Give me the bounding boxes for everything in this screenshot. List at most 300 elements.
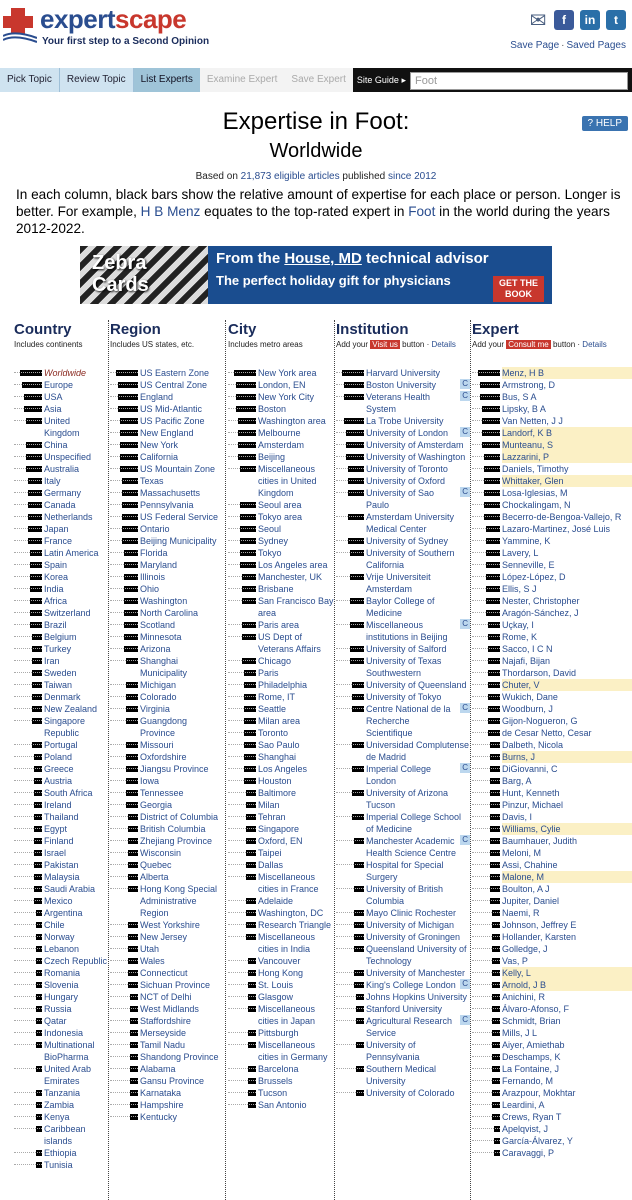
expert-name[interactable]: Arazpour, Mokhtar [502, 1088, 576, 1098]
region-list-item[interactable] [110, 1075, 224, 1087]
region-name[interactable]: Missouri [140, 740, 174, 750]
country-name[interactable]: Australia [44, 464, 80, 474]
institution-name[interactable]: University of Sydney [366, 536, 449, 546]
country-list-item[interactable] [14, 607, 108, 619]
institution-name[interactable]: Imperial College School of Medicine [366, 812, 462, 834]
institution-list-item[interactable] [336, 787, 470, 811]
region-list-item[interactable] [110, 439, 224, 451]
region-list-item[interactable] [110, 1039, 224, 1051]
region-name[interactable]: Hong Kong Special Administrative Region [140, 884, 218, 918]
region-list-item[interactable] [110, 823, 224, 835]
region-list-item[interactable] [110, 1027, 224, 1039]
expert-name[interactable]: Johnson, Jeffrey E [502, 920, 577, 930]
city-list-item[interactable] [228, 1027, 334, 1039]
expert-name[interactable]: Chuter, V [502, 679, 632, 691]
institution-list-item[interactable] [336, 487, 470, 511]
country-list-item[interactable] [14, 523, 108, 535]
country-list-item[interactable] [14, 463, 108, 475]
city-list-item[interactable] [228, 979, 334, 991]
country-name[interactable]: Taiwan [44, 680, 73, 690]
city-list-item[interactable] [228, 379, 334, 391]
region-list-item[interactable] [110, 991, 224, 1003]
expert-name[interactable]: Arnold, J B [502, 979, 632, 991]
city-name[interactable]: Boston [258, 404, 287, 414]
expert-name[interactable]: Senneville, E [502, 560, 555, 570]
institution-list-item[interactable] [336, 1087, 470, 1099]
expert-name[interactable]: Whittaker, Glen [502, 475, 632, 487]
country-list-item[interactable] [14, 1015, 108, 1027]
region-list-item[interactable] [110, 1099, 224, 1111]
expert-list-item[interactable] [472, 643, 632, 655]
region-name[interactable]: North Carolina [140, 608, 199, 618]
expert-list-item[interactable] [472, 379, 632, 391]
region-list-item[interactable] [110, 1051, 224, 1063]
city-list-item[interactable] [228, 763, 334, 775]
institution-name[interactable]: Imperial College London [366, 764, 432, 786]
region-name[interactable]: Washington [140, 596, 188, 606]
country-list-item[interactable] [14, 391, 108, 403]
expert-list-item[interactable] [472, 439, 632, 451]
region-name[interactable]: Texas [140, 476, 164, 486]
city-list-item[interactable] [228, 787, 334, 799]
country-name[interactable]: Finland [44, 836, 74, 846]
region-list-item[interactable] [110, 655, 224, 679]
expert-name[interactable]: Landorf, K B [502, 427, 632, 439]
institution-name[interactable]: University of Groningen [366, 932, 461, 942]
region-list-item[interactable] [110, 559, 224, 571]
region-list-item[interactable] [110, 931, 224, 943]
expert-name[interactable]: Davis, I [502, 812, 533, 822]
region-name[interactable]: Ontario [140, 524, 170, 534]
country-list-item[interactable] [14, 823, 108, 835]
institution-list-item[interactable] [336, 1003, 470, 1015]
expert-list-item[interactable] [472, 403, 632, 415]
city-name[interactable]: Barcelona [258, 1064, 299, 1074]
top-expert-link[interactable]: H B Menz [140, 204, 201, 219]
city-name[interactable]: Los Angeles [258, 764, 308, 774]
country-list-item[interactable] [14, 559, 108, 571]
city-list-item[interactable] [228, 1003, 334, 1027]
city-list-item[interactable] [228, 571, 334, 583]
expert-list-item[interactable] [472, 571, 632, 583]
consult-badge-icon[interactable]: C [462, 427, 468, 436]
region-name[interactable]: New York [140, 440, 179, 450]
country-list-item[interactable] [14, 883, 108, 895]
country-name[interactable]: Singapore Republic [44, 716, 86, 738]
topic-link[interactable]: Foot [408, 204, 436, 219]
region-list-item[interactable] [110, 799, 224, 811]
region-list-item[interactable] [110, 1111, 224, 1123]
expert-list-item[interactable] [472, 1027, 632, 1039]
region-list-item[interactable] [110, 763, 224, 775]
expert-list-item[interactable] [472, 1063, 632, 1075]
institution-name[interactable]: Stanford University [366, 1004, 443, 1014]
twitter-icon[interactable]: t [606, 10, 626, 30]
city-list-item[interactable] [228, 415, 334, 427]
region-name[interactable]: Alberta [140, 872, 169, 882]
expert-name[interactable]: Williams, Cylie [502, 823, 632, 835]
region-list-item[interactable] [110, 1087, 224, 1099]
city-name[interactable]: Washington area [258, 416, 326, 426]
expert-name[interactable]: Nester, Christopher [502, 596, 580, 606]
country-name[interactable]: Tanzania [44, 1088, 81, 1098]
country-name[interactable]: Denmark [44, 692, 81, 702]
country-list-item[interactable] [14, 547, 108, 559]
institution-name[interactable]: University of Tokyo [366, 692, 442, 702]
institution-list-item[interactable] [336, 427, 470, 439]
region-name[interactable]: Gansu Province [140, 1076, 205, 1086]
region-name[interactable]: Tennessee [140, 788, 184, 798]
expert-list-item[interactable] [472, 991, 632, 1003]
country-name[interactable]: United Kingdom [44, 416, 80, 438]
region-name[interactable]: US Eastern Zone [140, 368, 210, 378]
region-list-item[interactable] [110, 595, 224, 607]
country-list-item[interactable] [14, 379, 108, 391]
country-list-item[interactable] [14, 763, 108, 775]
region-name[interactable]: Kentucky [140, 1112, 178, 1122]
region-list-item[interactable] [110, 679, 224, 691]
city-list-item[interactable] [228, 751, 334, 763]
institution-name[interactable]: Baylor College of Medicine [366, 596, 435, 618]
region-list-item[interactable] [110, 943, 224, 955]
tab-list-experts[interactable]: List Experts [134, 68, 200, 92]
region-name[interactable]: US Mountain Zone [140, 464, 216, 474]
region-name[interactable]: Zhejiang Province [140, 836, 213, 846]
expert-name[interactable]: Pinzur, Michael [502, 800, 564, 810]
city-list-item[interactable] [228, 511, 334, 523]
city-list-item[interactable] [228, 715, 334, 727]
expert-list-item[interactable] [472, 883, 632, 895]
institution-name[interactable]: University of Toronto [366, 464, 448, 474]
country-name[interactable]: Africa [44, 596, 68, 606]
expert-name[interactable]: Hunt, Kenneth [502, 788, 560, 798]
institution-list-item[interactable] [336, 391, 470, 415]
city-list-item[interactable] [228, 1087, 334, 1099]
expert-name[interactable]: Malone, M [502, 871, 632, 883]
expert-list-item[interactable] [472, 595, 632, 607]
city-list-item[interactable] [228, 931, 334, 955]
site-guide-link[interactable]: Site Guide ▸ [353, 68, 410, 92]
city-name[interactable]: Milan area [258, 716, 301, 726]
region-list-item[interactable] [110, 511, 224, 523]
city-list-item[interactable] [228, 907, 334, 919]
country-name[interactable]: Worldwide [44, 368, 87, 378]
region-name[interactable]: Colorado [140, 692, 177, 702]
expert-list-item[interactable] [472, 535, 632, 547]
expert-list-item[interactable] [472, 499, 632, 511]
country-name[interactable]: Thailand [44, 812, 79, 822]
institution-name[interactable]: University of Washington [366, 452, 466, 462]
country-list-item[interactable] [14, 619, 108, 631]
region-name[interactable]: Arizona [140, 644, 171, 654]
country-name[interactable]: United Arab Emirates [44, 1064, 92, 1086]
city-name[interactable]: Tokyo [258, 548, 282, 558]
city-name[interactable]: Miscellaneous cities in Japan [258, 1004, 316, 1026]
expert-list-item[interactable] [472, 931, 632, 943]
expert-list-item[interactable] [472, 1123, 632, 1135]
linkedin-icon[interactable]: in [580, 10, 600, 30]
expert-list-item[interactable] [472, 463, 632, 475]
region-name[interactable]: Ohio [140, 584, 160, 594]
facebook-icon[interactable]: f [554, 10, 574, 30]
expert-list-item[interactable] [472, 583, 632, 595]
country-name[interactable]: Mexico [44, 896, 73, 906]
city-name[interactable]: Seoul [258, 524, 282, 534]
city-name[interactable]: New York City [258, 392, 315, 402]
institution-list-item[interactable] [336, 679, 470, 691]
institution-list-item[interactable] [336, 451, 470, 463]
country-name[interactable]: Tunisia [44, 1160, 73, 1170]
city-list-item[interactable] [228, 691, 334, 703]
city-list-item[interactable] [228, 559, 334, 571]
country-name[interactable]: Latin America [44, 548, 99, 558]
expert-name[interactable]: Najafi, Bijan [502, 656, 551, 666]
expert-list-item[interactable] [472, 1147, 632, 1159]
expert-list-item[interactable] [472, 1087, 632, 1099]
country-list-item[interactable] [14, 787, 108, 799]
expert-name[interactable]: Crews, Ryan T [502, 1112, 562, 1122]
country-name[interactable]: Slovenia [44, 980, 79, 990]
expert-name[interactable]: Yammine, K [502, 536, 551, 546]
expert-list-item[interactable] [472, 895, 632, 907]
city-list-item[interactable] [228, 799, 334, 811]
region-name[interactable]: New Jersey [140, 932, 188, 942]
expert-list-item[interactable] [472, 631, 632, 643]
consult-badge-icon[interactable]: C [462, 763, 468, 772]
country-name[interactable]: Korea [44, 572, 69, 582]
expert-name[interactable]: Naemi, R [502, 908, 540, 918]
country-list-item[interactable] [14, 487, 108, 499]
region-name[interactable]: Merseyside [140, 1028, 187, 1038]
institution-name[interactable]: Universidad Complutense de Madrid [366, 740, 470, 762]
country-name[interactable]: France [44, 536, 73, 546]
city-name[interactable]: Miscellaneous cities in India [258, 932, 316, 954]
country-list-item[interactable] [14, 499, 108, 511]
institution-list-item[interactable] [336, 1015, 470, 1039]
institution-list-item[interactable] [336, 811, 470, 835]
expert-name[interactable]: Meloni, M [502, 848, 542, 858]
eligible-articles-link[interactable]: 21,873 eligible articles [240, 171, 340, 182]
city-name[interactable]: Research Triangle [258, 920, 332, 930]
institution-name[interactable]: University of Sao Paulo [366, 488, 435, 510]
region-list-item[interactable] [110, 811, 224, 823]
country-list-item[interactable] [14, 403, 108, 415]
expertscape-logo[interactable]: expertscape [40, 4, 187, 34]
country-name[interactable]: Multinational BioPharma [44, 1040, 95, 1062]
expert-list-item[interactable] [472, 1099, 632, 1111]
city-list-item[interactable] [228, 667, 334, 679]
city-list-item[interactable] [228, 823, 334, 835]
expert-name[interactable]: Woodburn, J [502, 704, 553, 714]
region-name[interactable]: Illinois [140, 572, 166, 582]
expert-list-item[interactable] [472, 475, 632, 487]
city-list-item[interactable] [228, 1039, 334, 1063]
city-name[interactable]: Miscellaneous cities in Germany [258, 1040, 328, 1062]
city-name[interactable]: Manchester, UK [258, 572, 323, 582]
consult-me-sample-button[interactable]: Consult me [508, 340, 549, 349]
expert-list-item[interactable] [472, 451, 632, 463]
region-list-item[interactable] [110, 775, 224, 787]
expert-name[interactable]: Chockalingam, N [502, 500, 571, 510]
city-list-item[interactable] [228, 619, 334, 631]
region-name[interactable]: British Columbia [140, 824, 206, 834]
city-name[interactable]: Shanghai [258, 752, 297, 762]
institution-name[interactable]: University of Pennsylvania [366, 1040, 420, 1062]
expert-name[interactable]: Losa-Iglesias, M [502, 488, 568, 498]
city-name[interactable]: San Francisco Bay area [258, 596, 334, 618]
institution-name[interactable]: University of Arizona Tucson [366, 788, 449, 810]
city-name[interactable]: Tehran [258, 812, 286, 822]
expert-name[interactable]: Bus, S A [502, 392, 537, 402]
region-list-item[interactable] [110, 1063, 224, 1075]
email-icon[interactable]: ✉ [529, 9, 547, 32]
city-name[interactable]: Baltimore [258, 788, 297, 798]
country-name[interactable]: Canada [44, 500, 76, 510]
region-name[interactable]: Utah [140, 944, 160, 954]
city-list-item[interactable] [228, 811, 334, 823]
country-name[interactable]: Belgium [44, 632, 77, 642]
institution-name[interactable]: University of British Columbia [366, 884, 444, 906]
expert-list-item[interactable] [472, 907, 632, 919]
region-name[interactable]: New England [140, 428, 194, 438]
expert-list-item[interactable] [472, 1039, 632, 1051]
country-list-item[interactable] [14, 967, 108, 979]
institution-list-item[interactable] [336, 919, 470, 931]
region-name[interactable]: Karnataka [140, 1088, 182, 1098]
country-name[interactable]: China [44, 440, 68, 450]
country-list-item[interactable] [14, 679, 108, 691]
expert-name[interactable]: Leardini, A [502, 1100, 545, 1110]
city-list-item[interactable] [228, 391, 334, 403]
city-name[interactable]: Seoul area [258, 500, 302, 510]
institution-list-item[interactable] [336, 547, 470, 571]
consult-badge-icon[interactable]: C [462, 487, 468, 496]
expert-name[interactable]: Boulton, A J [502, 884, 550, 894]
region-list-item[interactable] [110, 1015, 224, 1027]
expert-name[interactable]: Jupiter, Daniel [502, 896, 560, 906]
country-list-item[interactable] [14, 835, 108, 847]
country-name[interactable]: Portugal [44, 740, 78, 750]
expert-list-item[interactable] [472, 955, 632, 967]
country-list-item[interactable] [14, 775, 108, 787]
country-list-item[interactable] [14, 1147, 108, 1159]
expert-name[interactable]: Deschamps, K [502, 1052, 561, 1062]
institution-name[interactable]: University of London [366, 428, 449, 438]
city-name[interactable]: Toronto [258, 728, 289, 738]
region-name[interactable]: Sichuan Province [140, 980, 211, 990]
city-name[interactable]: Seattle [258, 704, 287, 714]
region-name[interactable]: District of Columbia [140, 812, 219, 822]
country-list-item[interactable] [14, 535, 108, 547]
country-name[interactable]: Qatar [44, 1016, 67, 1026]
tab-pick-topic[interactable]: Pick Topic [0, 68, 60, 92]
city-name[interactable]: San Antonio [258, 1100, 307, 1110]
city-name[interactable]: Los Angeles area [258, 560, 328, 570]
institution-list-item[interactable] [336, 571, 470, 595]
region-name[interactable]: Oxfordshire [140, 752, 187, 762]
region-name[interactable]: Shanghai Municipality [140, 656, 188, 678]
city-list-item[interactable] [228, 991, 334, 1003]
expert-list-item[interactable] [472, 391, 632, 403]
city-name[interactable]: Sydney [258, 536, 289, 546]
country-name[interactable]: Kenya [44, 1112, 70, 1122]
country-list-item[interactable] [14, 1099, 108, 1111]
country-name[interactable]: Ireland [44, 800, 72, 810]
institution-list-item[interactable] [336, 595, 470, 619]
region-name[interactable]: California [140, 452, 179, 462]
region-name[interactable]: Staffordshire [140, 1016, 191, 1026]
city-name[interactable]: Miscellaneous cities in United Kingdom [258, 464, 317, 498]
country-name[interactable]: Pakistan [44, 860, 79, 870]
city-name[interactable]: Beijing [258, 452, 286, 462]
country-name[interactable]: Iran [44, 656, 60, 666]
city-list-item[interactable] [228, 859, 334, 871]
expert-list-item[interactable] [472, 1075, 632, 1087]
country-list-item[interactable] [14, 1159, 108, 1171]
expert-list-item[interactable] [472, 787, 632, 799]
region-name[interactable]: US Pacific Zone [140, 416, 205, 426]
expert-list-item[interactable] [472, 751, 632, 763]
visit-us-sample-button[interactable]: Visit us [372, 340, 398, 349]
city-name[interactable]: Pittsburgh [258, 1028, 299, 1038]
region-name[interactable]: Scotland [140, 620, 176, 630]
consult-badge-icon[interactable]: C [462, 379, 468, 388]
city-name[interactable]: Paris area [258, 620, 300, 630]
city-list-item[interactable] [228, 739, 334, 751]
institution-name[interactable]: University of Texas Southwestern [366, 656, 442, 678]
expert-list-item[interactable] [472, 607, 632, 619]
country-name[interactable]: Egypt [44, 824, 68, 834]
expert-name[interactable]: Golledge, J [502, 944, 548, 954]
expert-name[interactable]: Lavery, L [502, 548, 539, 558]
country-list-item[interactable] [14, 943, 108, 955]
institution-details-link[interactable]: Details [431, 340, 456, 349]
expert-name[interactable]: La Fontaine, J [502, 1064, 560, 1074]
institution-name[interactable]: University of Michigan [366, 920, 455, 930]
institution-list-item[interactable] [336, 991, 470, 1003]
country-list-item[interactable] [14, 919, 108, 931]
expert-name[interactable]: Gijon-Nogueron, G [502, 716, 578, 726]
ad-banner[interactable] [80, 246, 552, 304]
country-list-item[interactable] [14, 643, 108, 655]
region-list-item[interactable] [110, 643, 224, 655]
expert-name[interactable]: Lazaro-Martinez, José Luis [502, 524, 611, 534]
region-list-item[interactable] [110, 847, 224, 859]
institution-list-item[interactable] [336, 463, 470, 475]
country-name[interactable]: Zambia [44, 1100, 75, 1110]
tab-review-topic[interactable]: Review Topic [60, 68, 134, 92]
country-list-item[interactable] [14, 475, 108, 487]
expert-list-item[interactable] [472, 859, 632, 871]
institution-name[interactable]: University of Southern California [366, 548, 455, 570]
city-name[interactable]: Glasgow [258, 992, 294, 1002]
country-name[interactable]: South Africa [44, 788, 93, 798]
expert-list-item[interactable] [472, 547, 632, 559]
expert-name[interactable]: Assi, Chahine [502, 860, 558, 870]
city-list-item[interactable] [228, 703, 334, 715]
country-list-item[interactable] [14, 451, 108, 463]
expert-list-item[interactable] [472, 763, 632, 775]
city-name[interactable]: Washington, DC [258, 908, 324, 918]
expert-list-item[interactable] [472, 667, 632, 679]
country-name[interactable]: Chile [44, 920, 65, 930]
expert-list-item[interactable] [472, 835, 632, 847]
institution-list-item[interactable] [336, 511, 470, 535]
region-list-item[interactable] [110, 583, 224, 595]
country-name[interactable]: Netherlands [44, 512, 93, 522]
region-name[interactable]: Connecticut [140, 968, 188, 978]
city-list-item[interactable] [228, 1099, 334, 1111]
